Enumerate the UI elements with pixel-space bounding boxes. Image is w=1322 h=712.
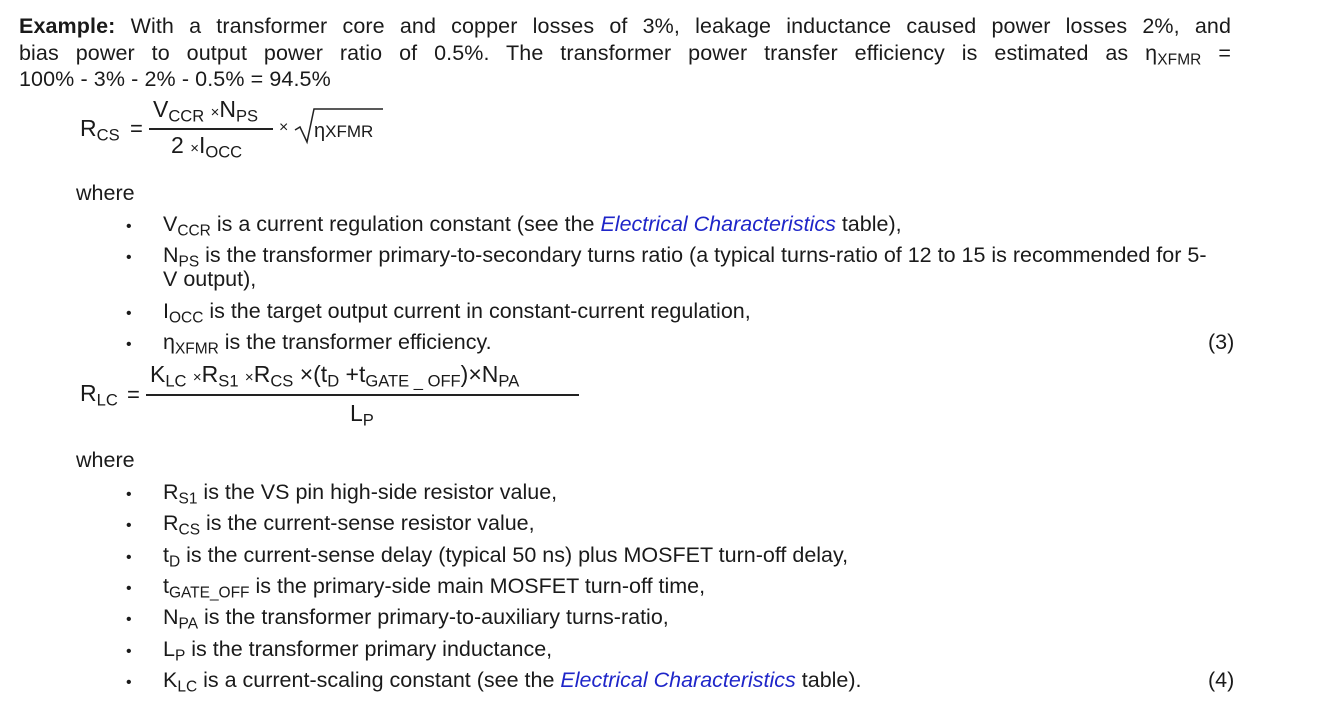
eq3-times: × <box>279 119 289 136</box>
list-item: $t_{GATE\_OFF}$ is the primary-side main MOSFET turn-off time, <box>163 574 706 602</box>
list-item: $t_D$ is the current-sense delay (typical 50 ns) plus MOSFET turn-off delay, <box>163 543 849 571</box>
eq3-equals: = <box>130 116 143 141</box>
list-item: $I_{OCC}$ is the target output current in constant-current regulation, <box>163 299 751 327</box>
list-item: $R_{S1}$ is the VS pin high-side resistor value, <box>163 480 558 508</box>
eq4-equals: = <box>127 382 140 407</box>
eq3-sqrt-content: ηXFMR <box>314 120 374 142</box>
bullet-icon: • <box>126 517 132 534</box>
electrical-characteristics-link[interactable]: Electrical Characteristics <box>600 212 836 236</box>
bullet-icon: • <box>126 336 132 353</box>
list-item-continuation: V output), <box>163 267 257 291</box>
example-label: Example: <box>19 14 116 38</box>
bullet-icon: • <box>126 218 132 235</box>
paragraph-line-2: bias power to output power ratio of 0.5%. The transformer power transfer efficiency is estimated as $\eta_{XFMR}$ = <box>19 40 1232 68</box>
eq3-lhs: $R_{CS}$ <box>80 115 120 145</box>
eq4-denominator: $L_P$ <box>350 400 374 430</box>
equation-number-3: (3) <box>1208 330 1235 354</box>
where-label-2: where <box>76 448 135 472</box>
bullet-icon: • <box>126 674 132 691</box>
bullet-icon: • <box>126 305 132 322</box>
eq4-fraction-bar <box>146 394 579 396</box>
bullet-icon: • <box>126 486 132 503</box>
bullet-icon: • <box>126 611 132 628</box>
bullet-icon: • <box>126 643 132 660</box>
list-item: $R_{CS}$ is the current-sense resistor value, <box>163 511 535 539</box>
equation-number-4: (4) <box>1208 668 1235 692</box>
list-item: $\eta_{XFMR}$ is the transformer efficiency. <box>163 330 492 358</box>
paragraph-line-1: Example: With a transformer core and copper losses of 3%, leakage inductance caused power losses 2%, and <box>19 14 1231 38</box>
eq3-denominator: $2 \times I_{OCC}$ <box>171 132 243 162</box>
list-item: $K_{LC}$ is a current-scaling constant (see the Electrical Characteristics table). <box>163 668 862 696</box>
bullet-icon: • <box>126 580 132 597</box>
electrical-characteristics-link[interactable]: Electrical Characteristics <box>560 668 796 692</box>
eq3-fraction-bar <box>149 128 273 130</box>
list-item: $V_{CCR}$ is a current regulation constant (see the Electrical Characteristics table), <box>163 212 902 240</box>
example-paragraph <box>19 13 1231 93</box>
bullet-icon: • <box>126 249 132 266</box>
list-item: $N_{PA}$ is the transformer primary-to-auxiliary turns-ratio, <box>163 605 669 633</box>
eq4-lhs: $R_{LC}$ <box>80 380 118 410</box>
bullet-icon: • <box>126 549 132 566</box>
eq4-numerator: $K_{LC} \times R_{S1} \times R_{CS} \times(t_D +t_{GATE \_ OFF})\times N_{PA}$ <box>150 361 520 391</box>
paragraph-line-3: 100% - 3% - 2% - 0.5% = 94.5% <box>19 67 331 91</box>
list-item: $L_P$ is the transformer primary inductance, <box>163 637 553 665</box>
list-item: $N_{PS}$ is the transformer primary-to-secondary turns ratio (a typical turns-ratio of 12 to 15 is recommended for 5- <box>163 243 1207 271</box>
where-label-1: where <box>76 181 135 205</box>
eq3-numerator: $V_{CCR} \times N_{PS}$ <box>153 96 259 126</box>
